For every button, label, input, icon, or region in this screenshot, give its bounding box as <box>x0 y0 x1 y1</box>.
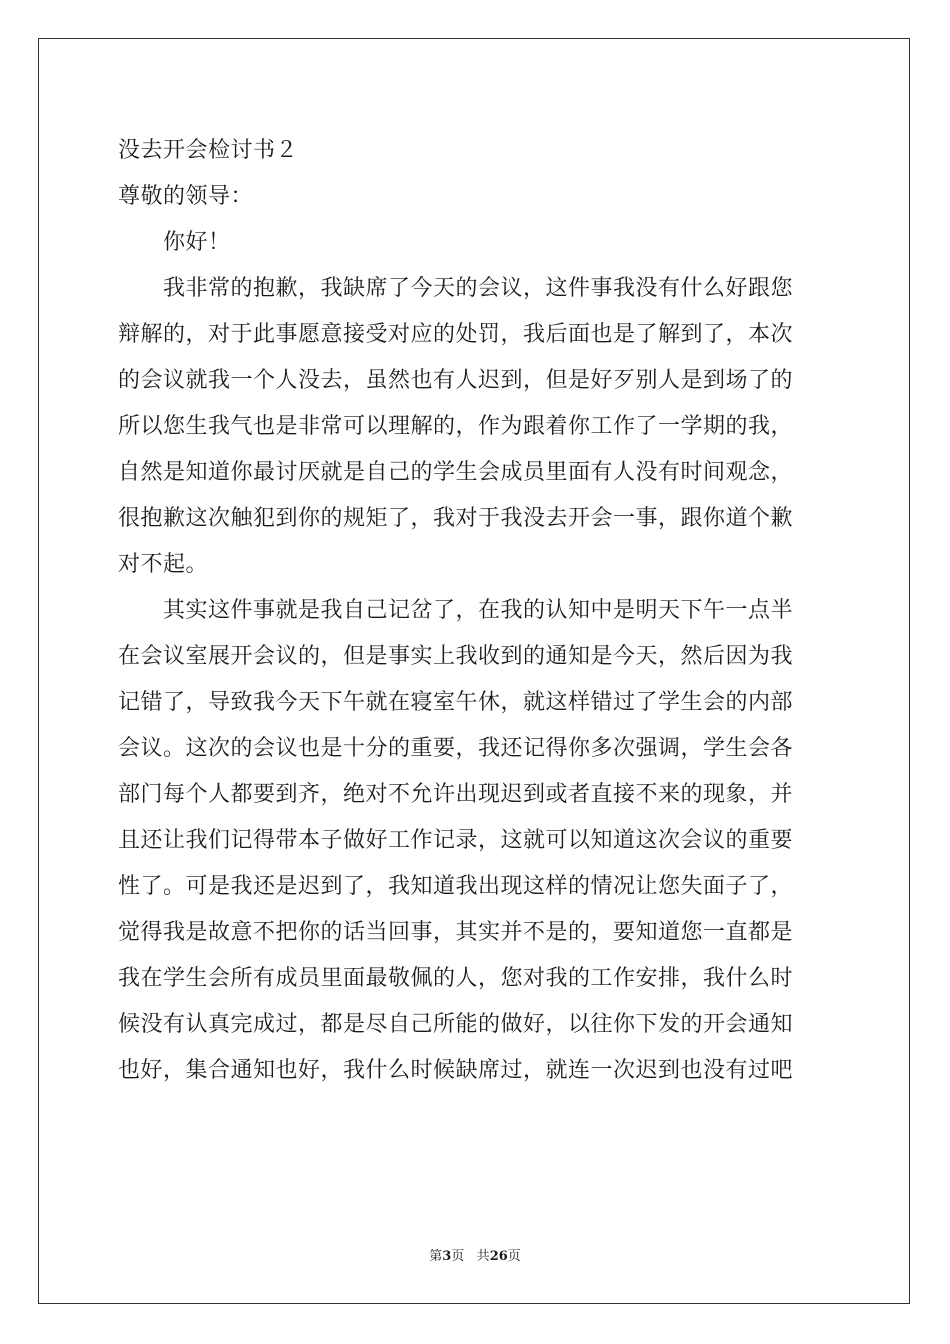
page-footer <box>0 1245 950 1264</box>
text-line: 其实这件事就是我自己记岔了，在我的认知中是明天下午一点半 <box>118 598 794 623</box>
text-line: 辩解的，对于此事愿意接受对应的处罚，我后面也是了解到了，本次 <box>118 322 794 347</box>
footer-total-prefix: 共 <box>476 1249 490 1264</box>
text-line: 的会议就我一个人没去，虽然也有人迟到，但是好歹别人是到场了的 <box>118 368 794 393</box>
text-line: 我在学生会所有成员里面最敬佩的人，您对我的工作安排，我什么时 <box>118 966 794 991</box>
text-line: 性了。可是我还是迟到了，我知道我出现这样的情况让您失面子了， <box>118 874 794 899</box>
footer-page-number: 3 <box>442 1249 452 1264</box>
text-line: 对不起。 <box>118 552 209 577</box>
text-line: 会议。这次的会议也是十分的重要，我还记得你多次强调，学生会各 <box>118 736 794 761</box>
text-line: 候没有认真完成过，都是尽自己所能的做好，以往你下发的开会通知 <box>118 1012 794 1037</box>
text-line: 所以您生我气也是非常可以理解的，作为跟着你工作了一学期的我， <box>118 414 794 439</box>
paragraph-2 <box>118 588 840 1094</box>
text-line: 也好，集合通知也好，我什么时候缺席过，就连一次迟到也没有过吧 <box>118 1058 794 1083</box>
footer-prefix: 第 <box>429 1249 443 1264</box>
footer-total-pages: 26 <box>489 1249 508 1264</box>
text-line: 在会议室展开会议的，但是事实上我收到的通知是今天，然后因为我 <box>118 644 794 669</box>
document-title: 没去开会检讨书２ <box>118 138 299 163</box>
paragraph-1 <box>118 266 840 588</box>
text-line: 且还让我们记得带本子做好工作记录，这就可以知道这次会议的重要 <box>118 828 794 853</box>
text-line: 自然是知道你最讨厌就是自己的学生会成员里面有人没有时间观念， <box>118 460 794 485</box>
text-line: 很抱歉这次触犯到你的规矩了，我对于我没去开会一事，跟你道个歉 <box>118 506 794 531</box>
text-line: 觉得我是故意不把你的话当回事，其实并不是的，要知道您一直都是 <box>118 920 794 945</box>
document-body <box>118 128 840 1094</box>
greeting: 你好！ <box>118 230 231 255</box>
footer-page-suffix: 页 <box>451 1249 465 1264</box>
salutation: 尊敬的领导： <box>118 184 254 209</box>
text-line: 我非常的抱歉，我缺席了今天的会议，这件事我没有什么好跟您 <box>118 276 794 301</box>
text-line: 部门每个人都要到齐，绝对不允许出现迟到或者直接不来的现象，并 <box>118 782 794 807</box>
footer-total-suffix: 页 <box>507 1249 521 1264</box>
text-line: 记错了，导致我今天下午就在寝室午休，就这样错过了学生会的内部 <box>118 690 794 715</box>
